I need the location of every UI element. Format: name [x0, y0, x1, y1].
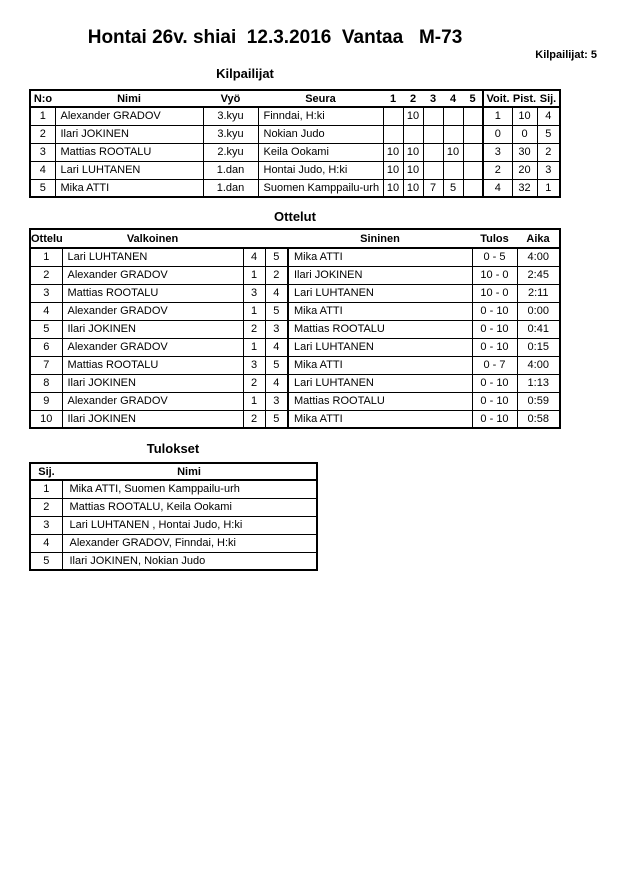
- competitor-points: 20: [512, 161, 537, 179]
- score-2: [403, 125, 423, 143]
- match-blue-name: Mika ATTI: [288, 248, 472, 266]
- score-5: [463, 125, 483, 143]
- match-white-name: Alexander GRADOV: [62, 302, 243, 320]
- score-1: [383, 107, 403, 125]
- match-no: 5: [30, 320, 62, 338]
- competitor-no: 5: [30, 179, 55, 197]
- page-title: Hontai 26v. shiai 12.3.2016 Vantaa M-73: [87, 27, 463, 48]
- match-no: 9: [30, 392, 62, 410]
- match-row: [30, 392, 560, 410]
- match-row: [30, 374, 560, 392]
- match-no: 8: [30, 374, 62, 392]
- match-white-name: Lari LUHTANEN: [62, 248, 243, 266]
- score-3: 7: [423, 179, 443, 197]
- match-result: 0 - 5: [472, 248, 517, 266]
- result-row: [30, 480, 317, 498]
- match-blue-name: Lari LUHTANEN: [288, 374, 472, 392]
- match-white-no: 1: [243, 302, 265, 320]
- competitor-wins: 0: [483, 125, 512, 143]
- competitor-wins: 3: [483, 143, 512, 161]
- match-no: 2: [30, 266, 62, 284]
- match-time: 0:41: [517, 320, 560, 338]
- competitors-heading: Kilpailijat: [216, 66, 274, 81]
- competitor-row: [30, 161, 560, 179]
- result-place: 4: [30, 534, 62, 552]
- match-result: 0 - 10: [472, 410, 517, 428]
- match-blue-name: Lari LUHTANEN: [288, 338, 472, 356]
- match-time: 0:58: [517, 410, 560, 428]
- competitor-place: 1: [537, 179, 560, 197]
- competitor-club: Nokian Judo: [258, 125, 383, 143]
- match-result: 0 - 10: [472, 302, 517, 320]
- match-white-name: Ilari JOKINEN: [62, 320, 243, 338]
- competitor-place: 5: [537, 125, 560, 143]
- col-blue: Sininen: [288, 229, 472, 248]
- match-blue-name: Mattias ROOTALU: [288, 392, 472, 410]
- score-1: [383, 125, 403, 143]
- competitor-no: 3: [30, 143, 55, 161]
- competitor-points: 32: [512, 179, 537, 197]
- result-place: 3: [30, 516, 62, 534]
- competitor-place: 4: [537, 107, 560, 125]
- score-1: 10: [383, 143, 403, 161]
- match-blue-name: Mattias ROOTALU: [288, 320, 472, 338]
- match-blue-name: Mika ATTI: [288, 410, 472, 428]
- competitor-row: [30, 179, 560, 197]
- score-4: [443, 107, 463, 125]
- competitor-row: [30, 125, 560, 143]
- result-name: Ilari JOKINEN, Nokian Judo: [62, 552, 317, 570]
- match-result: 0 - 7: [472, 356, 517, 374]
- match-time: 0:00: [517, 302, 560, 320]
- match-white-no: 1: [243, 338, 265, 356]
- score-5: [463, 143, 483, 161]
- match-blue-no: 5: [265, 302, 288, 320]
- competitor-belt: 3.kyu: [203, 125, 258, 143]
- match-blue-no: 4: [265, 338, 288, 356]
- match-white-no: 2: [243, 320, 265, 338]
- match-result: 0 - 10: [472, 374, 517, 392]
- match-white-no: 3: [243, 284, 265, 302]
- competitor-wins: 1: [483, 107, 512, 125]
- competitor-points: 10: [512, 107, 537, 125]
- result-name: Lari LUHTANEN , Hontai Judo, H:ki: [62, 516, 317, 534]
- col-round-5: 5: [463, 90, 483, 107]
- match-result: 0 - 10: [472, 338, 517, 356]
- match-no: 6: [30, 338, 62, 356]
- match-row: [30, 338, 560, 356]
- competitor-belt: 1.dan: [203, 161, 258, 179]
- match-time: 1:13: [517, 374, 560, 392]
- col-white: Valkoinen: [62, 229, 243, 248]
- score-3: [423, 107, 443, 125]
- score-1: 10: [383, 179, 403, 197]
- score-5: [463, 107, 483, 125]
- match-white-no: 1: [243, 266, 265, 284]
- match-blue-name: Lari LUHTANEN: [288, 284, 472, 302]
- match-blue-no: 5: [265, 410, 288, 428]
- result-place: 2: [30, 498, 62, 516]
- col-round-2: 2: [403, 90, 423, 107]
- col-wins: Voit.: [483, 90, 512, 107]
- match-time: 2:45: [517, 266, 560, 284]
- col-round-1: 1: [383, 90, 403, 107]
- match-blue-name: Ilari JOKINEN: [288, 266, 472, 284]
- col-result: Tulos: [472, 229, 517, 248]
- competitors-header-row: [30, 90, 560, 107]
- match-white-name: Alexander GRADOV: [62, 338, 243, 356]
- match-row: [30, 266, 560, 284]
- competitor-row: [30, 107, 560, 125]
- col-belt: Vyö: [203, 90, 258, 107]
- competitor-belt: 1.dan: [203, 179, 258, 197]
- score-3: [423, 161, 443, 179]
- score-2: 10: [403, 161, 423, 179]
- match-white-name: Mattias ROOTALU: [62, 356, 243, 374]
- match-blue-no: 3: [265, 392, 288, 410]
- col-match-no: Ottelu: [30, 229, 62, 248]
- match-blue-no: 4: [265, 374, 288, 392]
- competitor-points: 30: [512, 143, 537, 161]
- match-white-no: 2: [243, 374, 265, 392]
- match-blue-no: 2: [265, 266, 288, 284]
- match-time: 0:15: [517, 338, 560, 356]
- participants-count: Kilpailijat: 5: [535, 49, 597, 61]
- match-blue-no: 5: [265, 356, 288, 374]
- match-blue-name: Mika ATTI: [288, 302, 472, 320]
- match-white-no: 4: [243, 248, 265, 266]
- result-name: Mattias ROOTALU, Keila Ookami: [62, 498, 317, 516]
- competitor-name: Mattias ROOTALU: [55, 143, 203, 161]
- match-white-no: 1: [243, 392, 265, 410]
- competitor-club: Finndai, H:ki: [258, 107, 383, 125]
- competitor-place: 2: [537, 143, 560, 161]
- score-2: 10: [403, 179, 423, 197]
- match-time: 4:00: [517, 248, 560, 266]
- result-row: [30, 552, 317, 570]
- score-2: 10: [403, 143, 423, 161]
- match-white-no: 3: [243, 356, 265, 374]
- score-4: [443, 161, 463, 179]
- col-club: Seura: [258, 90, 383, 107]
- match-time: 2:11: [517, 284, 560, 302]
- match-no: 1: [30, 248, 62, 266]
- match-white-name: Alexander GRADOV: [62, 392, 243, 410]
- competitor-belt: 3.kyu: [203, 107, 258, 125]
- score-3: [423, 125, 443, 143]
- col-name: Nimi: [62, 463, 317, 480]
- result-row: [30, 498, 317, 516]
- match-result: 10 - 0: [472, 284, 517, 302]
- result-name: Alexander GRADOV, Finndai, H:ki: [62, 534, 317, 552]
- score-4: 5: [443, 179, 463, 197]
- result-row: [30, 534, 317, 552]
- match-blue-no: 5: [265, 248, 288, 266]
- competitor-club: Hontai Judo, H:ki: [258, 161, 383, 179]
- match-white-name: Ilari JOKINEN: [62, 374, 243, 392]
- results-heading: Tulokset: [146, 441, 200, 456]
- result-place: 1: [30, 480, 62, 498]
- competitor-no: 1: [30, 107, 55, 125]
- match-white-no: 2: [243, 410, 265, 428]
- match-result: 0 - 10: [472, 320, 517, 338]
- competitors-table: [29, 89, 561, 198]
- match-no: 10: [30, 410, 62, 428]
- match-time: 4:00: [517, 356, 560, 374]
- score-1: 10: [383, 161, 403, 179]
- match-row: [30, 284, 560, 302]
- col-blue-no: [265, 229, 288, 248]
- matches-header-row: [30, 229, 560, 248]
- match-no: 7: [30, 356, 62, 374]
- match-no: 3: [30, 284, 62, 302]
- result-row: [30, 516, 317, 534]
- competitor-points: 0: [512, 125, 537, 143]
- match-row: [30, 356, 560, 374]
- match-row: [30, 302, 560, 320]
- competitor-name: Lari LUHTANEN: [55, 161, 203, 179]
- match-no: 4: [30, 302, 62, 320]
- col-white-no: [243, 229, 265, 248]
- score-3: [423, 143, 443, 161]
- results-header-row: [30, 463, 317, 480]
- score-2: 10: [403, 107, 423, 125]
- score-5: [463, 161, 483, 179]
- competitor-club: Keila Ookami: [258, 143, 383, 161]
- matches-table: [29, 228, 561, 429]
- competitor-row: [30, 143, 560, 161]
- competitor-name: Alexander GRADOV: [55, 107, 203, 125]
- match-blue-no: 4: [265, 284, 288, 302]
- match-row: [30, 248, 560, 266]
- col-time: Aika: [517, 229, 560, 248]
- match-white-name: Alexander GRADOV: [62, 266, 243, 284]
- col-round-3: 3: [423, 90, 443, 107]
- competitor-name: Mika ATTI: [55, 179, 203, 197]
- matches-heading: Ottelut: [274, 209, 316, 224]
- competitor-no: 2: [30, 125, 55, 143]
- score-5: [463, 179, 483, 197]
- match-time: 0:59: [517, 392, 560, 410]
- col-points: Pist.: [512, 90, 537, 107]
- competitor-place: 3: [537, 161, 560, 179]
- results-table: [29, 462, 318, 571]
- competitor-belt: 2.kyu: [203, 143, 258, 161]
- col-no: N:o: [30, 90, 55, 107]
- match-row: [30, 410, 560, 428]
- score-4: [443, 125, 463, 143]
- match-white-name: Ilari JOKINEN: [62, 410, 243, 428]
- match-blue-name: Mika ATTI: [288, 356, 472, 374]
- match-result: 10 - 0: [472, 266, 517, 284]
- competitor-no: 4: [30, 161, 55, 179]
- competitor-club: Suomen Kamppailu-urh: [258, 179, 383, 197]
- score-4: 10: [443, 143, 463, 161]
- col-place: Sij.: [537, 90, 560, 107]
- match-white-name: Mattias ROOTALU: [62, 284, 243, 302]
- col-place: Sij.: [30, 463, 62, 480]
- match-row: [30, 320, 560, 338]
- result-place: 5: [30, 552, 62, 570]
- competitor-name: Ilari JOKINEN: [55, 125, 203, 143]
- competitor-wins: 4: [483, 179, 512, 197]
- competitor-wins: 2: [483, 161, 512, 179]
- result-name: Mika ATTI, Suomen Kamppailu-urh: [62, 480, 317, 498]
- match-blue-no: 3: [265, 320, 288, 338]
- match-result: 0 - 10: [472, 392, 517, 410]
- col-round-4: 4: [443, 90, 463, 107]
- col-name: Nimi: [55, 90, 203, 107]
